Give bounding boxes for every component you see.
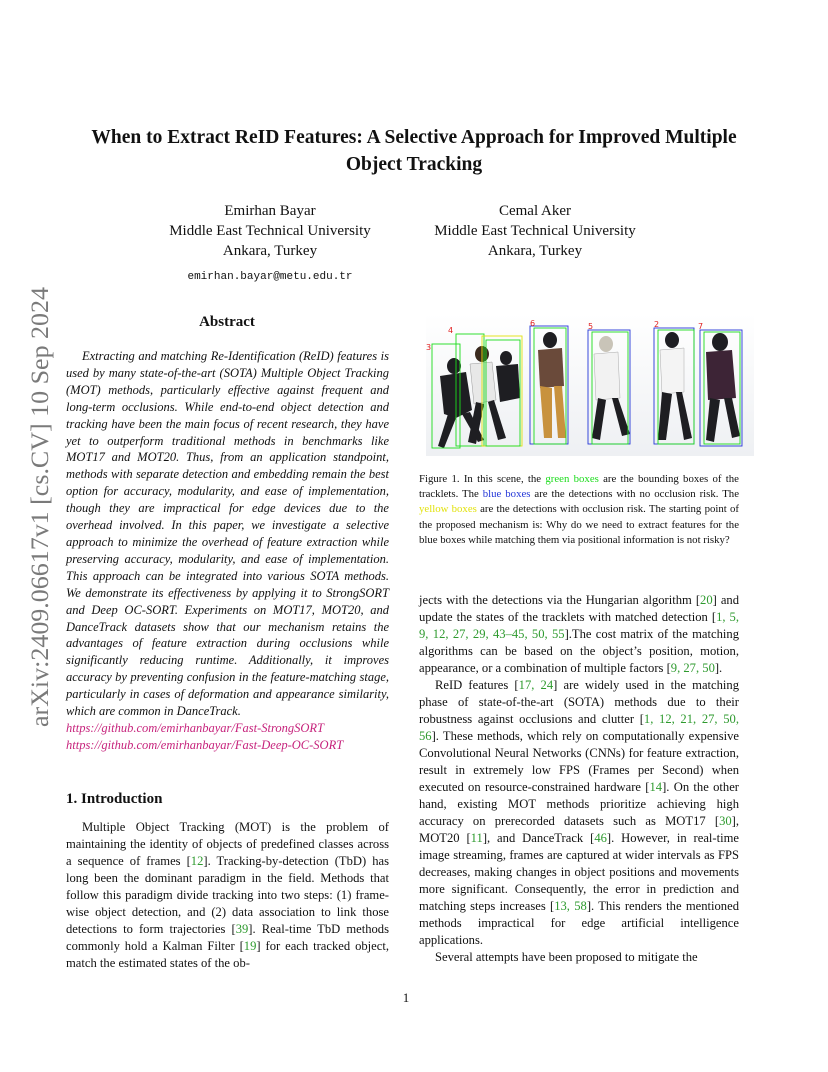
figure-1-caption: [419, 472, 739, 548]
citation-link[interactable]: 46: [594, 831, 607, 845]
citation-link[interactable]: 12: [190, 854, 204, 868]
intro-text: Multiple Object Tracking (MOT) is the problem of maintaining the identity of objects of predefined classes across a sequence of frames [: [66, 820, 389, 868]
author-affiliation: Middle East Technical University: [434, 223, 636, 239]
citation-link[interactable]: 11: [470, 831, 483, 845]
author-block-1: [160, 201, 380, 287]
caption-text: are the detections with no occlusion risk. The: [530, 488, 739, 501]
citation-link[interactable]: 30: [719, 814, 732, 828]
citation-link[interactable]: 17, 24: [518, 678, 554, 692]
caption-text: are the detections with occlusion risk. The starting point of the proposed mechanism is: Why do we need to extract features for the blue boxes while matching them via positional information is not risky?: [419, 503, 739, 546]
author-name: Cemal Aker: [498, 203, 572, 219]
abstract-heading: Abstract: [199, 314, 255, 330]
author-email[interactable]: emirhan.bayar@metu.edu.tr: [187, 271, 353, 283]
citation-link[interactable]: 14: [649, 780, 663, 794]
body-text: ].The cost matrix of the matching algorithms can be based on the object’s position, motion, appearance, or a combination of multiple factors [: [419, 627, 739, 675]
caption-blue-term: blue boxes: [482, 488, 531, 501]
body-text: ]. On the other hand, existing MOT methods prioritize achieving high accuracy on prerecorded datasets such as MOT17 [: [419, 780, 739, 828]
caption-text: Figure 1. In this scene, the: [419, 473, 546, 485]
code-link-deep-oc-sort[interactable]: https://github.com/emirhanbayar/Fast-Deep-OC-SORT: [66, 737, 344, 752]
arxiv-stamp-text: arXiv:2409.06617v1 [cs.CV] 10 Sep 2024: [27, 303, 54, 727]
citation-link[interactable]: 39: [235, 922, 249, 936]
title-line-1: When to Extract ReID Features: A Selective Approach for Improved Multiple: [91, 127, 737, 148]
abstract-text: Extracting and matching Re-Identification (ReID) features is used by many state-of-the-art (SOTA) Multiple Object Tracking (MOT) methods, particularly effective against frequent and long-term occlusions. While end-to-end object detection and tracking have been the main focus of recent research, they have yet to outperform traditional methods in benchmarks like MOT17 and MOT20. Thus, from an application standpoint, methods with separate detection and embedding remain the best option for accuracy, modularity, and ease of implementation, though they are impractical for edge devices due to the overhead involved. In this paper, we investigate a selective approach to minimize the overhead of feature extraction while preserving accuracy, modularity, and ease of implementation. This approach can be integrated into various SOTA methods. We demonstrate its effectiveness by applying it to StrongSORT and Deep OC-SORT. Experiments on MOT17, MOT20, and DanceTrack datasets show that our mechanism retains the advantages of feature extraction during occlusions while significantly reducing runtime. Additionally, it improves accuracy by preventing confusion in the feature-matching stage, particularly in cases of deformation and appearance similarity, which are common in DanceTrack.: [66, 349, 389, 719]
track-id-label: 3: [426, 343, 432, 352]
track-id-label: 4: [448, 326, 454, 335]
author-location: Ankara, Turkey: [222, 243, 318, 259]
body-text: ]. These methods, which rely on computationally expensive Convolutional Neural Networks (CNNs) for feature extraction, result in extremely low FPS (Frames per Second) when executed on resource-constrained hardware [: [419, 729, 739, 794]
track-id-label: 2: [654, 320, 660, 329]
intro-text: ]. Tracking-by-detection (TbD) has long been the dominant paradigm in the field. Methods that follow this paradigm divide tracking into two steps: (1) frame-wise object detection, and (2) data association to link those detections to form trajectories [: [66, 854, 389, 936]
arxiv-stamp-svg: [22, 287, 54, 737]
figure-1-image: [426, 314, 754, 456]
body-text: ]. This renders the mentioned methods impractical for edge artificial intelligence applications.: [419, 899, 739, 947]
author-block-2: [424, 201, 646, 261]
paragraph-continued: [419, 592, 739, 677]
body-text: ], and DanceTrack [: [482, 831, 595, 845]
caption-green-term: green boxes: [545, 473, 599, 485]
arxiv-stamp: [22, 287, 54, 737]
right-column-body: [419, 592, 739, 966]
intro-text: ] for each tracked object, match the estimated states of the ob-: [66, 939, 389, 970]
author-affiliation: Middle East Technical University: [169, 223, 371, 239]
caption-yellow-term: yellow boxes: [419, 503, 477, 516]
code-link-strongsort[interactable]: https://github.com/emirhanbayar/Fast-StrongSORT: [66, 720, 324, 735]
track-id-label: 7: [698, 322, 704, 331]
abstract-body: [66, 348, 389, 754]
caption-text: are the bounding boxes of the tracklets. The: [419, 473, 739, 501]
body-text: ] and update the states of the tracklets with matched detection [: [419, 593, 740, 624]
figure-1-svg: [426, 314, 754, 456]
author-location: Ankara, Turkey: [487, 243, 583, 259]
paragraph-reid: [419, 677, 739, 949]
body-text: ], MOT20 [: [419, 814, 739, 845]
citation-link[interactable]: 1, 12, 21, 27, 50, 56: [419, 712, 739, 743]
body-text: ] are widely used in the matching phase of state-of-the-art (SOTA) methods due to their robustness against occlusions and clutter [: [419, 678, 740, 726]
body-text: ]. However, in real-time image streaming, frames are captured at wider intervals as FPS decreases, making changes in object positions and movements more significant. Consequently, the error in prediction and matching steps increases [: [419, 831, 739, 913]
page-number: 1: [402, 990, 410, 1005]
title-line-2: Object Tracking: [345, 154, 483, 175]
citation-link[interactable]: 20: [700, 593, 713, 607]
citation-link[interactable]: 1, 5, 9, 12, 27, 29, 43–45, 50, 55: [419, 610, 739, 641]
body-text: jects with the detections via the Hungarian algorithm [: [419, 593, 701, 607]
intro-paragraph: [66, 819, 389, 972]
body-text: ReID features [: [435, 678, 519, 692]
paragraph-attempts: Several attempts have been proposed to mitigate the: [435, 950, 698, 964]
author-name: Emirhan Bayar: [224, 203, 316, 219]
track-id-label: 6: [530, 319, 536, 328]
citation-link[interactable]: 9, 27, 50: [670, 661, 715, 675]
body-text: ].: [714, 661, 723, 675]
introduction-body: [66, 819, 389, 972]
citation-link[interactable]: 13, 58: [554, 899, 587, 913]
intro-text: ]. Real-time TbD methods commonly hold a Kalman Filter [: [66, 922, 389, 953]
citation-link[interactable]: 19: [243, 939, 257, 953]
track-id-label: 5: [588, 322, 594, 331]
introduction-heading: 1. Introduction: [66, 791, 163, 807]
paper-title: [60, 124, 768, 178]
